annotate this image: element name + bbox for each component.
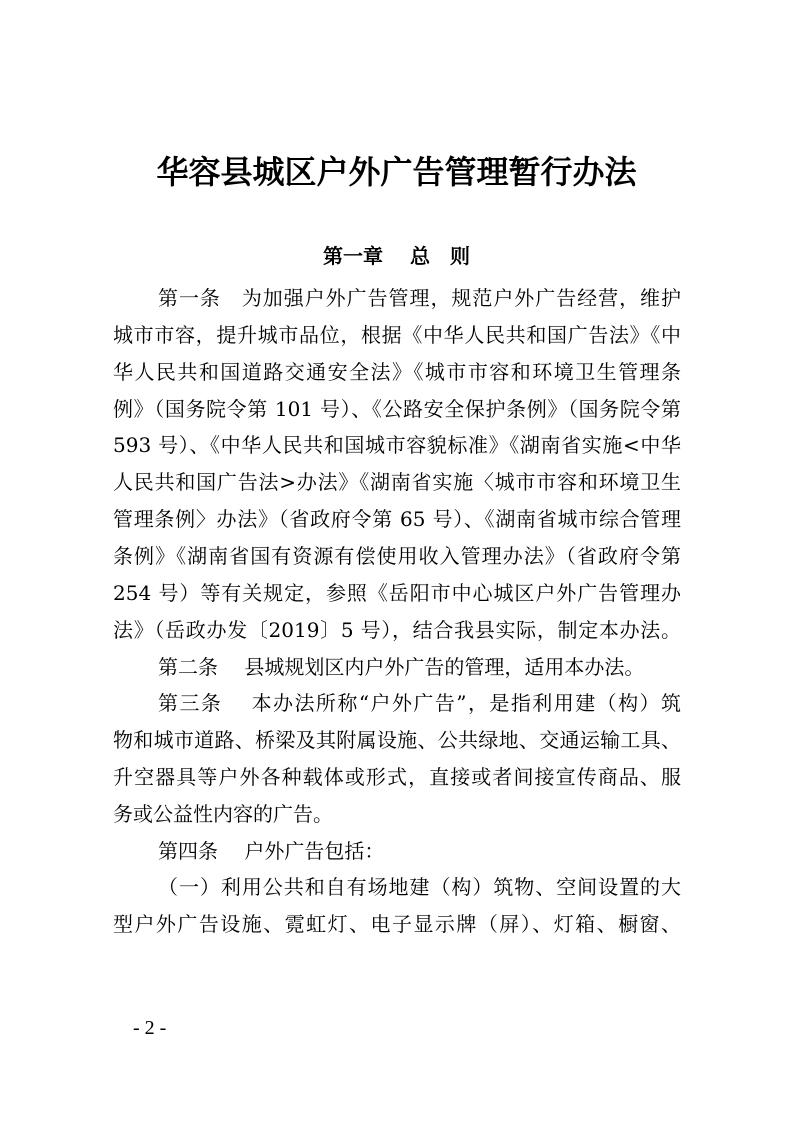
page-number: - 2 - <box>133 1017 167 1039</box>
document-title: 华容县城区户外广告管理暂行办法 <box>156 153 637 191</box>
paragraph-line: 第三条 本办法所称“户外广告”，是指利用建（构）筑 <box>158 691 681 715</box>
chapter-heading: 第一章 总 则 <box>323 244 470 268</box>
paragraph-line: 管理条例〉办法》（省政府令第 65 号）、《湖南省城市综合管理 <box>113 507 681 531</box>
paragraph-line: 例》（国务院令第 101 号）、《公路安全保护条例》（国务院令第 <box>113 397 681 421</box>
paragraph-line: 物和城市道路、桥梁及其附属设施、公共绿地、交通运输工具、 <box>113 728 681 752</box>
paragraph-line: 593 号）、《中华人民共和国城市容貌标准》《湖南省实施<中华 <box>113 433 681 457</box>
paragraph-line: 法》（岳政办发〔2019〕5 号），结合我县实际，制定本办法。 <box>113 618 681 642</box>
paragraph-line: 务或公益性内容的广告。 <box>113 802 333 826</box>
paragraph-line: 升空器具等户外各种载体或形式，直接或者间接宣传商品、服 <box>113 765 681 789</box>
paragraph-line: 人民共和国广告法>办法》《湖南省实施〈城市市容和环境卫生 <box>113 470 681 494</box>
paragraph-line: 第四条 户外广告包括： <box>158 839 385 863</box>
paragraph-line: 条例》《湖南省国有资源有偿使用收入管理办法》（省政府令第 <box>113 544 681 568</box>
paragraph-line: 型户外广告设施、霓虹灯、电子显示牌（屏）、灯箱、橱窗、 <box>113 912 681 936</box>
paragraph-line: 第一条 为加强户外广告管理，规范户外广告经营，维护 <box>158 286 681 310</box>
paragraph-line: 城市市容，提升城市品位，根据《中华人民共和国广告法》《中 <box>113 323 681 347</box>
paragraph-line: 第二条 县城规划区内户外广告的管理，适用本办法。 <box>158 655 645 679</box>
paragraph-line: 254 号）等有关规定，参照《岳阳市中心城区户外广告管理办 <box>113 581 681 605</box>
paragraph-line: （一）利用公共和自有场地建（构）筑物、空间设置的大 <box>158 875 681 899</box>
paragraph-line: 华人民共和国道路交通安全法》《城市市容和环境卫生管理条 <box>113 360 681 384</box>
